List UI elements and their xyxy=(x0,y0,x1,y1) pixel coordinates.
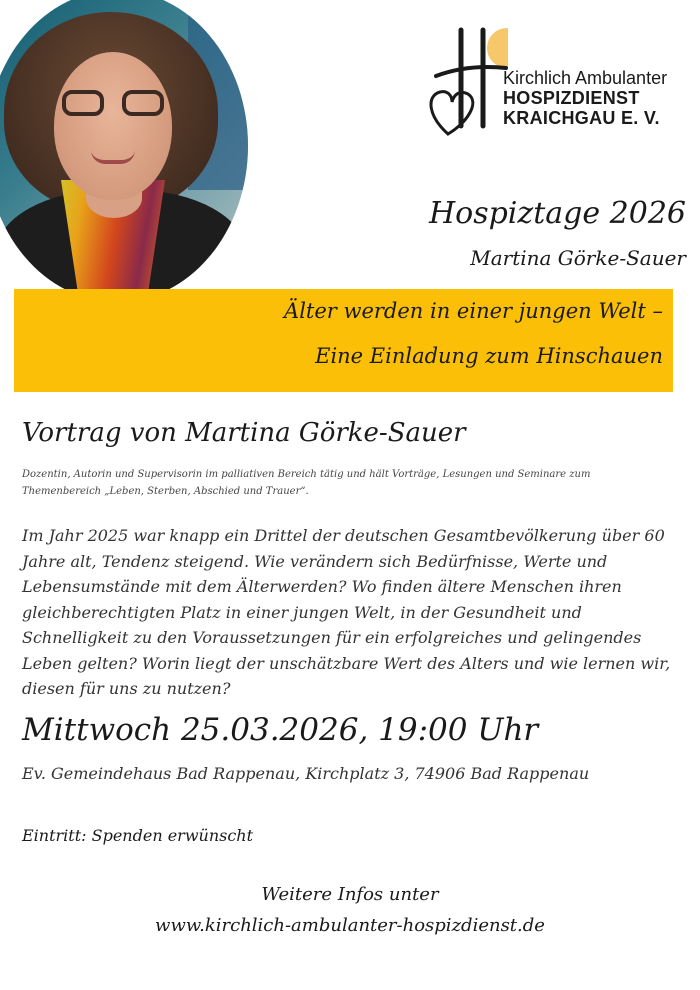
topic-banner xyxy=(14,289,673,392)
speaker-name: Martina Görke-Sauer xyxy=(470,246,686,270)
event-series-title: Hospiztage 2026 xyxy=(428,196,686,231)
entry-fee: Eintritt: Spenden erwünscht xyxy=(22,826,254,845)
website-link[interactable]: www.kirchlich-ambulanter-hospizdienst.de xyxy=(155,915,545,936)
lecture-title: Vortrag von Martina Görke-Sauer xyxy=(22,418,466,448)
speaker-bio xyxy=(22,466,672,500)
logo-line-1: Kirchlich Ambulanter xyxy=(503,68,668,88)
hospice-heart-logo-icon xyxy=(428,26,508,138)
event-datetime: Mittwoch 25.03.2026, 19:00 Uhr xyxy=(22,712,539,748)
event-venue: Ev. Gemeindehaus Bad Rappenau, Kirchplatz 3, 74906 Bad Rappenau xyxy=(22,764,590,783)
more-info-label: Weitere Infos unter xyxy=(261,884,439,905)
speaker-photo xyxy=(0,0,248,302)
topic-line-2: Eine Einladung zum Hinschauen xyxy=(315,344,663,368)
topic-line-1: Älter werden in einer jungen Welt – xyxy=(284,299,663,323)
bio-line-2: Themenbereich „Leben, Sterben, Abschied und Trauer“. xyxy=(22,486,309,497)
lecture-description: Im Jahr 2025 war knapp ein Drittel der deutschen Gesamtbevölkerung über 60 Jahre alt, Tendenz steigend. Wie verändern sich Bedürfnisse, Werte und Lebensumstände mit dem Älterwerden? Wo finden ältere Menschen ihren gleichberechtigten Platz in einer jungen Welt, in der Gesundheit und Schnelligkeit zu den Voraussetzungen für ein erfolgreiches und gelingendes Leben gelten? Worin liegt der unschätzbare Wert des Alters und wie lernen wir, diesen für uns zu nutzen? xyxy=(22,526,671,698)
logo-line-3: KRAICHGAU E. V. xyxy=(503,108,660,128)
bio-line-1: Dozentin, Autorin und Supervisorin im palliativen Bereich tätig und hält Vorträge, Lesungen und Seminare zum xyxy=(22,469,591,480)
organization-logo xyxy=(428,26,690,138)
logo-line-2: HOSPIZDIENST xyxy=(503,88,640,108)
